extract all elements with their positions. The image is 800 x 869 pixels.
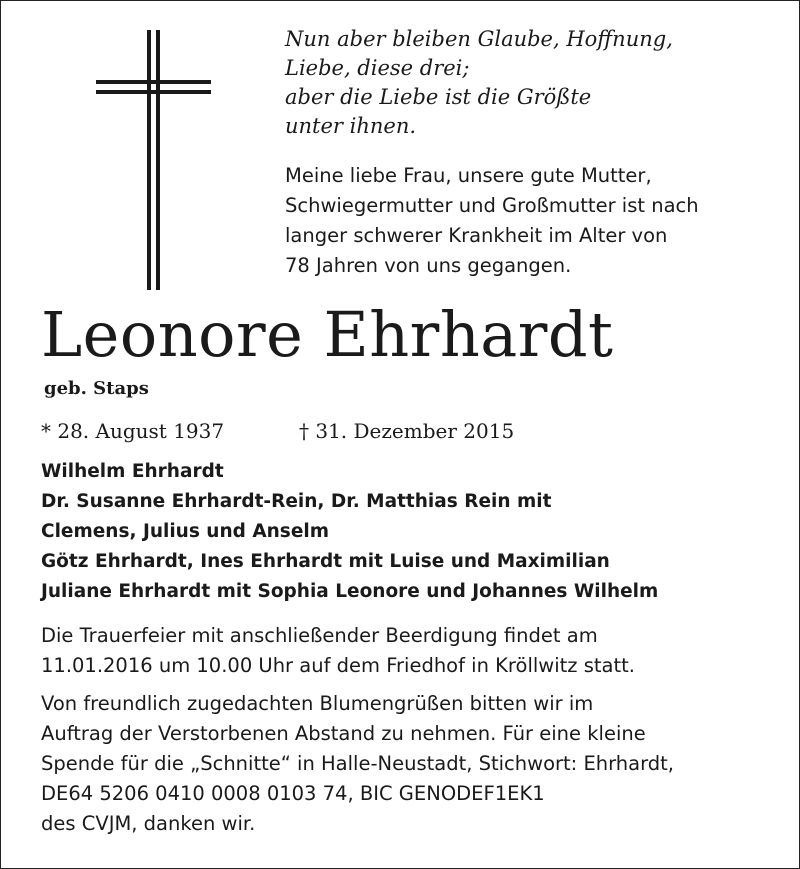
donation-line: Von freundlich zugedachten Blumengrüßen bitten wir im: [41, 692, 594, 715]
mourner-line: Wilhelm Ehrhardt: [41, 461, 224, 482]
mourner-line: Clemens, Julius und Anselm: [41, 521, 329, 542]
donation-line: Spende für die „Schnitte“ in Halle-Neustadt, Stichwort: Ehrhardt,: [41, 752, 675, 775]
announcement-line: Schwiegermutter und Großmutter ist nach: [285, 194, 699, 217]
announcement-line: 78 Jahren von uns gegangen.: [285, 254, 572, 277]
funeral-line: 11.01.2016 um 10.00 Uhr auf dem Friedhof in Kröllwitz statt.: [41, 654, 635, 677]
bible-verse: [285, 25, 785, 141]
mourner-line: Götz Ehrhardt, Ines Ehrhardt mit Luise und Maximilian: [41, 551, 610, 572]
cross-icon: [96, 30, 211, 290]
announcement-text: [285, 161, 795, 281]
donation-line: Auftrag der Verstorbenen Abstand zu nehmen. Für eine kleine: [41, 722, 646, 745]
donation-line: DE64 5206 0410 0008 0103 74, BIC GENODEF1EK1: [41, 782, 545, 805]
announcement-line: langer schwerer Krankheit im Alter von: [285, 224, 668, 247]
funeral-notice: [41, 621, 791, 681]
birth-name: geb. Staps: [44, 378, 149, 399]
verse-line: unter ihnen.: [285, 114, 417, 138]
birth-date: * 28. August 1937: [41, 419, 225, 443]
mourner-line: Dr. Susanne Ehrhardt-Rein, Dr. Matthias Rein mit: [41, 491, 552, 512]
donation-notice: [41, 689, 791, 839]
deceased-name: Leonore Ehrhardt: [41, 298, 614, 371]
donation-line: des CVJM, danken wir.: [41, 812, 256, 835]
mourner-line: Juliane Ehrhardt mit Sophia Leonore und Johannes Wilhelm: [41, 581, 659, 602]
verse-line: aber die Liebe ist die Größte: [285, 85, 592, 109]
verse-line: Liebe, diese drei;: [285, 56, 470, 80]
funeral-line: Die Trauerfeier mit anschließender Beerdigung findet am: [41, 624, 598, 647]
death-date: † 31. Dezember 2015: [299, 419, 515, 443]
announcement-line: Meine liebe Frau, unsere gute Mutter,: [285, 164, 652, 187]
verse-line: Nun aber bleiben Glaube, Hoffnung,: [285, 27, 673, 51]
life-dates: [41, 417, 781, 445]
mourners-list: [41, 457, 791, 607]
